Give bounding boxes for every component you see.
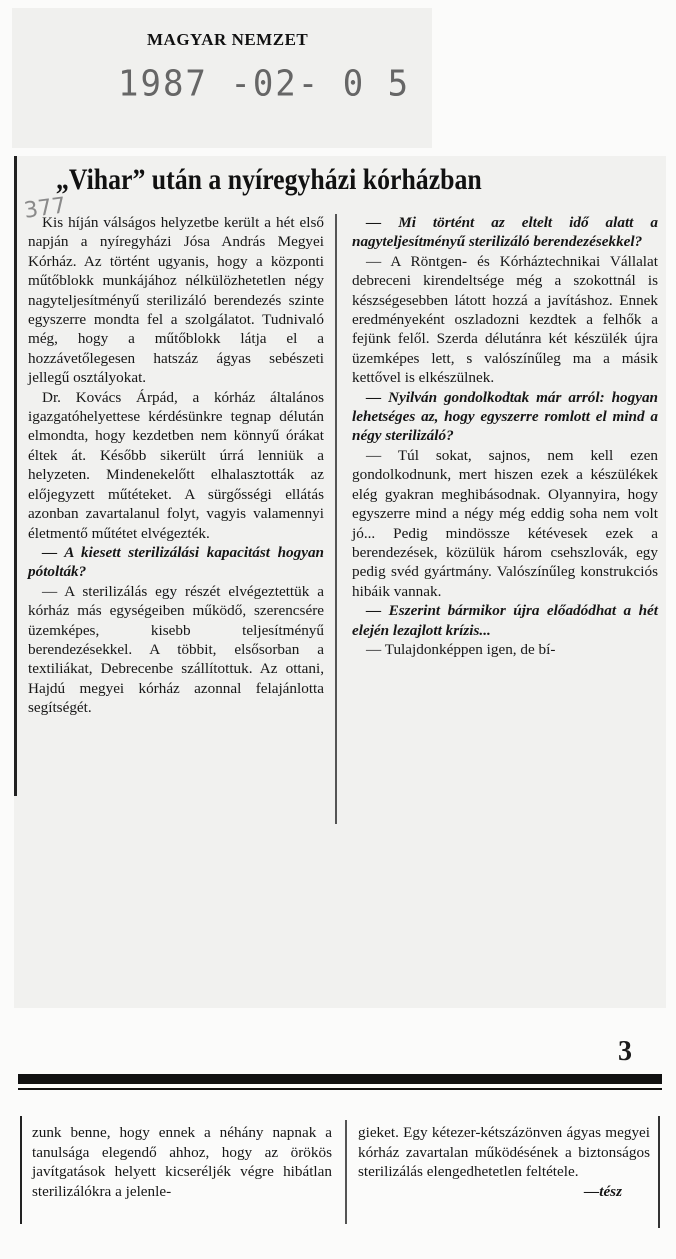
page-rule-thin xyxy=(18,1088,662,1090)
right-column xyxy=(352,213,658,659)
handwritten-mark: 377 xyxy=(22,193,68,224)
interview-question: — Nyilván gondolkodtak már arról: hogyan lehetséges az, hogy egyszerre romlott el mind a négy sterilizáló? xyxy=(352,388,658,445)
page-number: 3 xyxy=(618,1036,632,1067)
left-border-rule xyxy=(14,156,17,796)
column-divider xyxy=(335,214,337,824)
continuation-left-border xyxy=(20,1116,22,1224)
continuation-right-border xyxy=(658,1116,660,1228)
paragraph: — A sterilizálás egy részét elvégeztettük a kórház más egységeiben működő, szerencsére üzemképes, kisebb teljesítményű berendezésekkel. A többit, elsősorban a textiliákat, Debrecenbe szállítottuk. Az ottani, Hajdú megyei kórház azonnal felajánlotta segítségét. xyxy=(28,582,324,717)
page-rule-thick xyxy=(18,1074,662,1084)
continuation-right-text: gieket. Egy kétezer-kétszázönven ágyas megyei kórház zavartalan működésének a biztonságos sterilizálás elengedhetetlen feltétele. xyxy=(358,1124,650,1180)
article-headline: „Vihar” után a nyíregyházi kórházban xyxy=(56,163,482,196)
publication-name: MAGYAR NEMZET xyxy=(147,30,309,49)
paragraph: — Tulajdonképpen igen, de bí- xyxy=(366,640,556,658)
continuation-left-column xyxy=(32,1123,332,1201)
continuation-left-text: zunk benne, hogy ennek a néhány napnak a tanulsága elegendő ahhoz, hogy az örökös javítgatások helyett kicseréljék végre hibátlan sterilizálókra a jelenle- xyxy=(32,1124,332,1200)
paragraph: Kis híján válságos helyzetbe került a hét első napján a nyíregyházi Jósa András Megyei Kórház. Az történt ugyanis, hogy a központi műtőblokk munkájához nélkülözhetetlen négy nagyteljesítményű sterilizáló berendezés szinte egyszerre mondta fel a szolgálatot. Tudnivaló még, hogy a műtőblokk látja el a hozzávetőlegesen hatszáz ágyas sebészeti jellegű osztályokat. xyxy=(28,214,324,387)
continuation-column-divider xyxy=(345,1120,347,1224)
interview-question: — A kiesett sterilizálási kapacitást hogyan pótolták? xyxy=(28,543,324,581)
paragraph: Dr. Kovács Árpád, a kórház általános igazgatóhelyettese kérdésünkre tegnap délután elmondta, hogy kezdetben nem könnyű órákat éltek át. Később sikerült úrrá lenniük a helyzeten. Mindenekelőtt elhalasztották az előjegyzett műtéteket. A sürgősségi ellátás azonban zavartalanul folyt, vagyis valamennyi életmentő műtétet elvégezték. xyxy=(28,388,324,542)
paragraph: — Túl sokat, sajnos, nem kell ezen gondolkodnunk, mert hiszen ezek a készülékek elég gyakran meghibásodnak. Olyannyira, hogy egyszerre mind a négy még eddig soha nem volt jó... Pedig mindössze kétévesek ezek a berendezések, közülük három csehszlovák, egy pedig svéd gyártmány. Valószínűleg konstrukciós hibáik vannak. xyxy=(352,446,658,600)
interview-question: — Mi történt az eltelt idő alatt a nagyteljesítményű sterilizáló berendezésekkel? xyxy=(352,214,658,251)
left-column xyxy=(28,213,324,718)
paragraph: — A Röntgen- és Kórháztechnikai Vállalat debreceni kirendeltsége még a szokottnál is készségesebben látott hozzá a javításhoz. Ennek eredményeként oszladozni kezdtek a felhők a fejünk felől. Szerda délutánra két készülék újra üzemképes lett, s valószínűleg ma a másik kettővel is elkészülnek. xyxy=(352,252,658,387)
interview-question: — Eszerint bármikor újra előadódhat a hét elején lezajlott krízis... xyxy=(352,602,658,639)
date-stamp: 1987 -02- 0 5 xyxy=(118,63,411,105)
continuation-right-column xyxy=(358,1123,650,1201)
author-signature: —tész xyxy=(584,1182,622,1200)
